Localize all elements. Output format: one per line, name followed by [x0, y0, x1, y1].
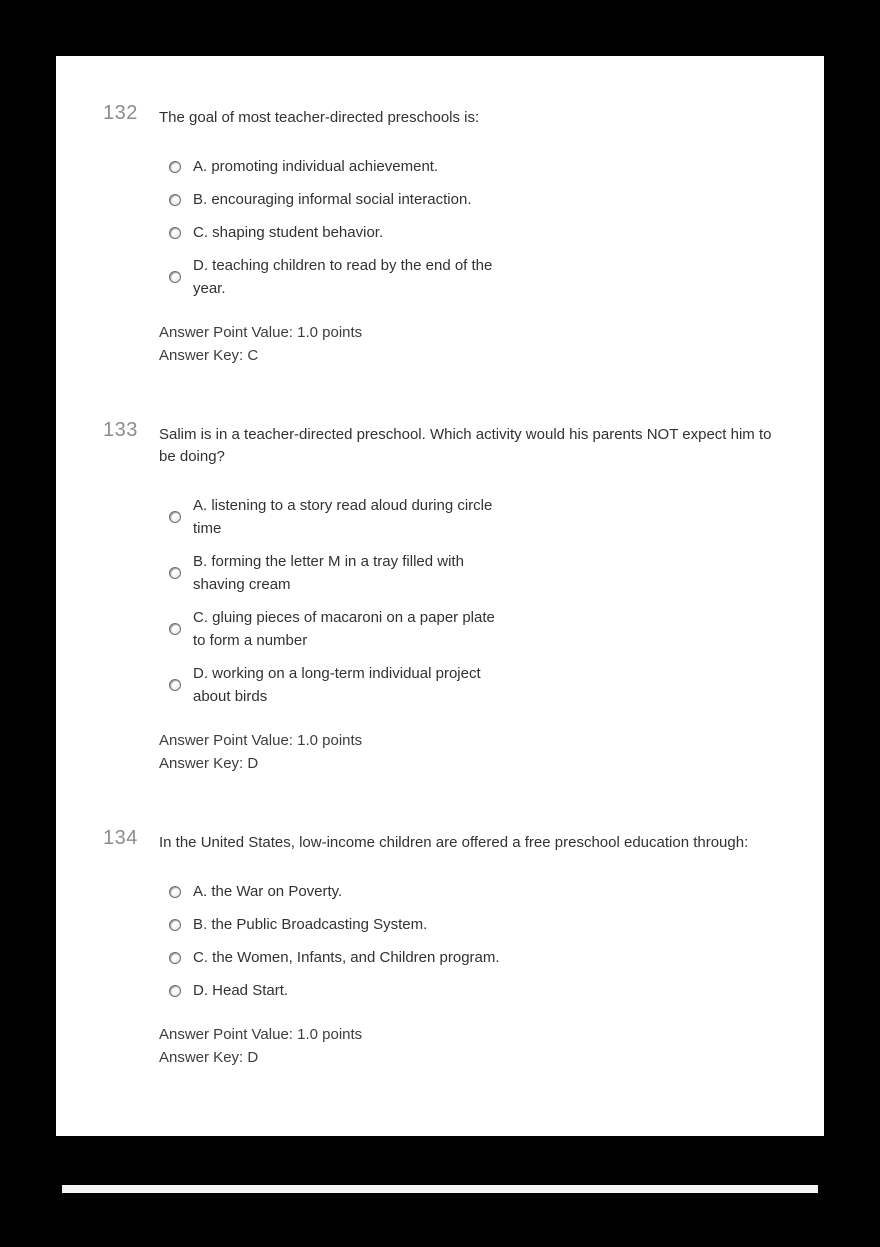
option-label: B. the Public Broadcasting System.	[193, 916, 428, 933]
radio-button-icon[interactable]	[169, 567, 181, 579]
option-label: D. working on a long-term individual project about birds	[193, 665, 481, 705]
question-block	[103, 102, 784, 367]
option-label: D. Head Start.	[193, 982, 289, 999]
answer-key: Answer Key: D	[159, 755, 259, 772]
radio-button-icon[interactable]	[169, 194, 181, 206]
question-body	[159, 419, 784, 775]
question-number: 134	[103, 827, 138, 849]
options-list	[159, 494, 784, 708]
radio-button-icon[interactable]	[169, 511, 181, 523]
option-label: A. promoting individual achievement.	[193, 158, 439, 175]
radio-button-icon[interactable]	[169, 886, 181, 898]
answer-point-value: Answer Point Value: 1.0 points	[159, 732, 363, 749]
answer-option-d[interactable]	[169, 254, 505, 300]
answer-option-a[interactable]	[169, 494, 505, 540]
radio-button-icon[interactable]	[169, 952, 181, 964]
option-label: B. forming the letter M in a tray filled with shaving cream	[193, 553, 464, 593]
option-label: A. the War on Poverty.	[193, 883, 343, 900]
radio-button-icon[interactable]	[169, 161, 181, 173]
answer-option-a[interactable]	[169, 880, 342, 903]
answer-option-c[interactable]	[169, 946, 500, 969]
answer-option-b[interactable]	[169, 188, 471, 211]
option-label: B. encouraging informal social interaction.	[193, 191, 472, 208]
answer-point-value: Answer Point Value: 1.0 points	[159, 324, 363, 341]
question-text: Salim is in a teacher-directed preschool. Which activity would his parents NOT expect him to be doing?	[159, 426, 772, 465]
answer-option-b[interactable]	[169, 550, 505, 596]
answer-option-b[interactable]	[169, 913, 427, 936]
radio-button-icon[interactable]	[169, 679, 181, 691]
option-label: D. teaching children to read by the end of the year.	[193, 257, 493, 297]
answer-point-value: Answer Point Value: 1.0 points	[159, 1026, 363, 1043]
radio-button-icon[interactable]	[169, 227, 181, 239]
question-body	[159, 827, 784, 1069]
question-text: In the United States, low-income children are offered a free preschool education through:	[159, 834, 749, 851]
question-body	[159, 102, 784, 367]
option-label: C. the Women, Infants, and Children program.	[193, 949, 500, 966]
options-list	[159, 880, 784, 1002]
answer-option-d[interactable]	[169, 662, 505, 708]
options-list	[159, 155, 784, 300]
answer-option-c[interactable]	[169, 221, 383, 244]
radio-button-icon[interactable]	[169, 919, 181, 931]
answer-option-d[interactable]	[169, 979, 288, 1002]
question-text: The goal of most teacher-directed preschools is:	[159, 109, 480, 126]
answer-key: Answer Key: C	[159, 347, 259, 364]
document-page	[56, 56, 824, 1136]
answer-key: Answer Key: D	[159, 1049, 259, 1066]
question-number: 132	[103, 102, 138, 124]
question-number: 133	[103, 419, 138, 441]
question-block	[103, 419, 784, 775]
next-page-preview	[62, 1185, 818, 1193]
radio-button-icon[interactable]	[169, 271, 181, 283]
question-block	[103, 827, 784, 1069]
option-label: C. shaping student behavior.	[193, 224, 384, 241]
answer-option-a[interactable]	[169, 155, 438, 178]
option-label: C. gluing pieces of macaroni on a paper plate to form a number	[193, 609, 495, 649]
radio-button-icon[interactable]	[169, 985, 181, 997]
answer-option-c[interactable]	[169, 606, 505, 652]
option-label: A. listening to a story read aloud during circle time	[193, 497, 493, 537]
radio-button-icon[interactable]	[169, 623, 181, 635]
